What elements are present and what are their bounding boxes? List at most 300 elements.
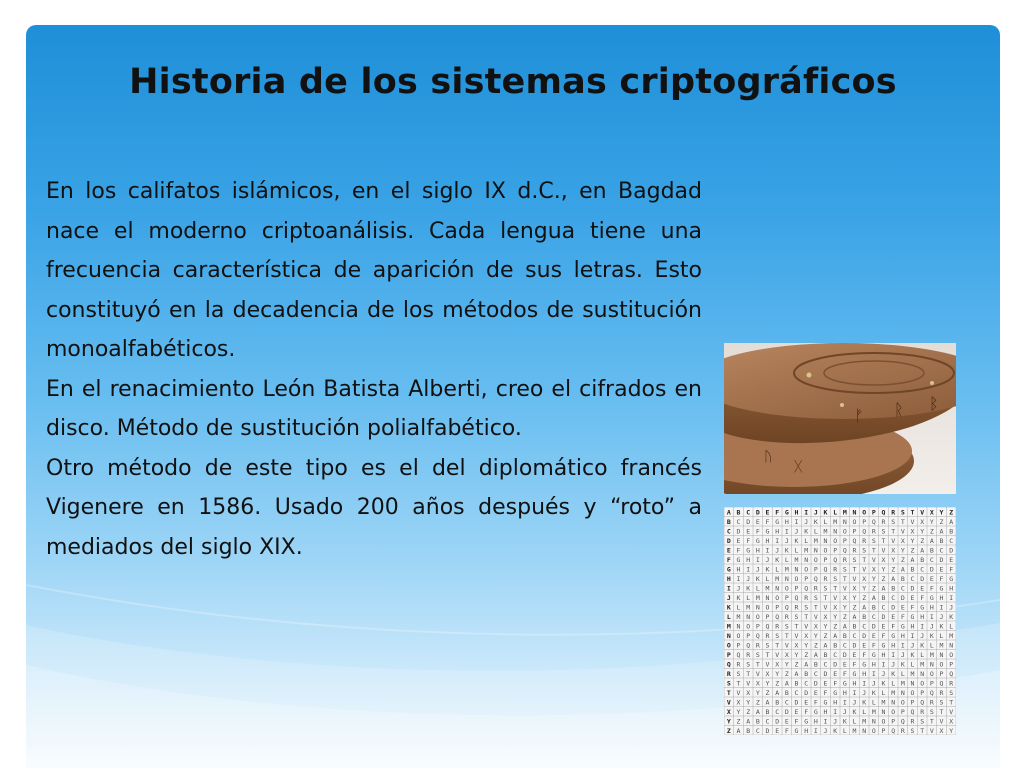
vigenere-cell: X [910,527,915,536]
vigenere-cell: Q [862,527,867,536]
vigenere-cell: V [842,584,847,593]
vigenere-cell: O [842,527,847,536]
vigenere-cell: A [910,555,915,564]
vigenere-cell: V [804,622,809,631]
vigenere-cell: J [775,546,780,555]
vigenere-cell: V [852,574,857,583]
vigenere-cell: E [891,612,896,621]
vigenere-cell: Q [784,603,789,612]
vigenere-cell: D [920,574,925,583]
vigenere-cell: Y [949,726,954,735]
vigenere-cell: T [746,669,751,678]
vigenere-cell: G [949,574,954,583]
vigenere-cell: S [881,527,886,536]
vigenere-cell: E [813,688,818,697]
vigenere-cell: M [891,688,896,697]
vigenere-cell: P [842,536,847,545]
vigenere-cell: T [804,612,809,621]
vigenere-cell: S [871,536,876,545]
vigenere-cell: P [891,717,896,726]
vigenere-cell: F [823,688,828,697]
body-text [46,172,702,567]
vigenere-cell: E [881,622,886,631]
vigenere-cell: K [823,508,828,517]
vigenere-cell: R [726,669,731,678]
vigenere-cell: A [755,707,760,716]
vigenere-cell: T [939,707,944,716]
vigenere-cell: V [736,688,741,697]
vigenere-cell: H [871,660,876,669]
vigenere-cell: Z [755,698,760,707]
vigenere-cell: S [823,584,828,593]
vigenere-cell: V [881,546,886,555]
vigenere-cell: C [794,688,799,697]
vigenere-cell: N [794,565,799,574]
vigenere-cell: J [842,707,847,716]
vigenere-cell: O [910,688,915,697]
vigenere-cell: Z [871,584,876,593]
vigenere-cell: A [852,612,857,621]
vigenere-cell: Q [823,565,828,574]
vigenere-cell: E [765,508,770,517]
vigenere-table-illustration [724,507,956,735]
vigenere-cell: R [833,565,838,574]
vigenere-cell: A [929,536,934,545]
vigenere-cell: A [900,565,905,574]
vigenere-cell: X [784,650,789,659]
vigenere-cell: J [900,650,905,659]
vigenere-cell: V [813,612,818,621]
vigenere-cell: Z [794,660,799,669]
vigenere-cell: J [813,508,818,517]
vigenere-cell: C [881,603,886,612]
vigenere-cell: V [929,726,934,735]
vigenere-cell: Y [784,660,789,669]
vigenere-cell: Z [929,527,934,536]
vigenere-cell: X [833,603,838,612]
vigenere-cell: T [784,631,789,640]
vigenere-cell: P [823,555,828,564]
vigenere-cell: V [823,603,828,612]
vigenere-cell: I [920,622,925,631]
vigenere-cell: X [813,622,818,631]
vigenere-cell: Y [852,593,857,602]
vigenere-cell: G [900,622,905,631]
vigenere-cell: Z [852,603,857,612]
vigenere-cell: C [813,669,818,678]
vigenere-cell: O [755,612,760,621]
vigenere-cell: G [775,517,780,526]
vigenere-cell: I [746,565,751,574]
vigenere-cell: Q [842,546,847,555]
vigenere-cell: S [891,517,896,526]
vigenere-cell: K [833,726,838,735]
vigenere-cell: M [910,669,915,678]
vigenere-cell: L [736,603,741,612]
vigenere-cell: M [813,536,818,545]
vigenere-cell: K [891,669,896,678]
vigenere-cell: N [939,650,944,659]
vigenere-cell: N [881,707,886,716]
vigenere-cell: L [891,679,896,688]
vigenere-cell: P [755,622,760,631]
vigenere-cell: Z [842,612,847,621]
vigenere-cell: I [929,612,934,621]
vigenere-cell: Q [813,574,818,583]
vigenere-cell: M [833,517,838,526]
vigenere-cell: P [726,650,731,659]
vigenere-cell: H [823,707,828,716]
vigenere-cell: O [823,546,828,555]
vigenere-cell: N [949,641,954,650]
vigenere-cell: T [920,726,925,735]
vigenere-cell: M [794,555,799,564]
vigenere-cell: Y [765,679,770,688]
vigenere-cell: K [813,517,818,526]
vigenere-cell: G [852,669,857,678]
vigenere-cell: I [794,517,799,526]
vigenere-cell: N [842,517,847,526]
vigenere-cell: D [881,612,886,621]
vigenere-cell: C [949,536,954,545]
vigenere-cell: F [775,508,780,517]
vigenere-cell: E [755,517,760,526]
vigenere-cell: C [784,698,789,707]
vigenere-cell: A [891,574,896,583]
vigenere-cell: R [949,679,954,688]
vigenere-cell: X [736,698,741,707]
vigenere-cell: G [910,612,915,621]
vigenere-cell: G [891,631,896,640]
vigenere-cell: D [910,584,915,593]
vigenere-cell: H [920,612,925,621]
vigenere-cell: M [755,593,760,602]
vigenere-cell: Q [736,650,741,659]
vigenere-cell: Y [726,717,731,726]
vigenere-cell: M [852,726,857,735]
vigenere-cell: B [833,641,838,650]
vigenere-cell: K [949,612,954,621]
vigenere-cell: H [765,536,770,545]
vigenere-cell: H [784,517,789,526]
vigenere-cell: C [823,660,828,669]
vigenere-cell: J [939,612,944,621]
vigenere-cell: A [746,717,751,726]
vigenere-cell: O [804,565,809,574]
vigenere-cell: A [794,669,799,678]
vigenere-cell: N [920,669,925,678]
vigenere-cell: C [755,726,760,735]
vigenere-cell: F [862,650,867,659]
vigenere-cell: M [881,698,886,707]
vigenere-cell: P [736,641,741,650]
vigenere-cell: O [939,660,944,669]
vigenere-cell: S [920,717,925,726]
vigenere-cell: F [939,574,944,583]
vigenere-cell: Y [736,707,741,716]
vigenere-cell: S [949,688,954,697]
vigenere-cell: Y [939,508,944,517]
vigenere-cell: M [900,679,905,688]
vigenere-cell: G [823,698,828,707]
vigenere-cell: S [939,698,944,707]
vigenere-cell: X [823,612,828,621]
vigenere-cell: N [755,603,760,612]
vigenere-cell: Q [910,707,915,716]
rune-label: ᚷ [794,459,803,475]
vigenere-cell: R [755,641,760,650]
vigenere-cell: C [833,650,838,659]
vigenere-cell: C [746,508,751,517]
paragraph-alberti: En el renacimiento León Batista Alberti, creo el cifrados en disco. Método de sustitución polialfabético. [46,376,702,441]
vigenere-cell: K [862,698,867,707]
vigenere-cell: I [726,584,731,593]
vigenere-cell: X [871,565,876,574]
vigenere-cell: X [939,726,944,735]
vigenere-cell: J [726,593,731,602]
vigenere-cell: V [891,536,896,545]
vigenere-cell: M [949,631,954,640]
vigenere-cell: S [726,679,731,688]
vigenere-cell: Y [891,555,896,564]
vigenere-cell: L [833,508,838,517]
vigenere-cell: V [746,679,751,688]
vigenere-cell: N [891,698,896,707]
vigenere-cell: B [891,584,896,593]
vigenere-cell: X [881,555,886,564]
vigenere-cell: M [775,574,780,583]
vigenere-cell: E [736,536,741,545]
vigenere-cell: I [823,717,828,726]
vigenere-cell: I [784,527,789,536]
vigenere-cell: R [746,650,751,659]
vigenere-cell: H [949,584,954,593]
vigenere-cell: X [842,593,847,602]
vigenere-cell: O [929,669,934,678]
vigenere-cell: D [833,660,838,669]
vigenere-cell: O [765,603,770,612]
vigenere-cell: Q [871,517,876,526]
vigenere-cell: R [881,517,886,526]
vigenere-cell: O [736,631,741,640]
vigenere-cell: Y [871,574,876,583]
vigenere-cell: E [862,641,867,650]
vigenere-cell: T [726,688,731,697]
vigenere-cell: I [813,726,818,735]
vigenere-cell: J [891,660,896,669]
vigenere-cell: F [765,517,770,526]
vigenere-cell: A [939,527,944,536]
vigenere-cell: H [726,574,731,583]
vigenere-cell: H [755,546,760,555]
vigenere-cell: R [765,631,770,640]
vigenere-cell: X [755,679,760,688]
vigenere-cell: M [920,660,925,669]
vigenere-cell: B [765,707,770,716]
vigenere-cell: V [765,660,770,669]
vigenere-cell: P [852,527,857,536]
vigenere-cell: P [804,574,809,583]
vigenere-cell: D [784,707,789,716]
vigenere-cell: Z [775,679,780,688]
vigenere-cell: D [746,517,751,526]
vigenere-cell: K [871,688,876,697]
vigenere-cell: A [804,660,809,669]
vigenere-cell: R [804,593,809,602]
vigenere-cell: Q [746,641,751,650]
vigenere-cell: I [891,650,896,659]
vigenere-cell: V [755,669,760,678]
vigenere-cell: G [881,641,886,650]
vigenere-cell: B [910,565,915,574]
vigenere-cell: L [794,546,799,555]
vigenere-cell: R [794,603,799,612]
vigenere-cell: X [804,631,809,640]
vigenere-cell: V [920,508,925,517]
vigenere-cell: G [804,717,809,726]
vigenere-cell: N [929,660,934,669]
vigenere-cell: L [726,612,731,621]
rune-label: ᚠ [854,406,864,425]
vigenere-cell: F [881,631,886,640]
vigenere-cell: F [794,717,799,726]
vigenere-cell: B [823,650,828,659]
vigenere-cell: V [910,517,915,526]
cipher-disk-photo [724,343,956,494]
vigenere-cell: R [929,698,934,707]
vigenere-cell: H [736,565,741,574]
vigenere-cell: V [862,565,867,574]
vigenere-cell: S [765,641,770,650]
vigenere-cell: L [852,717,857,726]
vigenere-cell: S [746,660,751,669]
vigenere-cell: L [784,555,789,564]
cipher-disk-illustration [724,343,956,494]
vigenere-cell: Z [833,622,838,631]
vigenere-cell: M [765,584,770,593]
vigenere-cell: E [823,679,828,688]
vigenere-cell: B [794,679,799,688]
vigenere-cell: M [736,612,741,621]
vigenere-cell: T [755,660,760,669]
vigenere-cell: S [794,612,799,621]
rune-label: ᚱ [894,400,904,419]
vigenere-cell: B [726,517,731,526]
vigenere-cell: O [726,641,731,650]
vigenere-cell: P [794,584,799,593]
vigenere-cell: K [852,707,857,716]
vigenere-cell: N [871,717,876,726]
vigenere-cell: F [833,679,838,688]
vigenere-cell: G [939,584,944,593]
vigenere-cell: T [929,717,934,726]
vigenere-cell: S [833,574,838,583]
vigenere-cell: X [949,717,954,726]
vigenere-cell: F [804,707,809,716]
vigenere-cell: T [862,555,867,564]
vigenere-cell: Z [765,688,770,697]
vigenere-cell: X [746,688,751,697]
vigenere-cell: T [813,603,818,612]
vigenere-cell: Q [852,536,857,545]
vigenere-cell: Y [746,698,751,707]
vigenere-cell: Y [842,603,847,612]
vigenere-cell: Q [920,698,925,707]
vigenere-cell: F [813,698,818,707]
vigenere-cell: O [775,593,780,602]
vigenere-cell: Z [804,650,809,659]
vigenere-cell: A [784,679,789,688]
vigenere-cell: E [910,593,915,602]
vigenere-cell: H [939,593,944,602]
vigenere-cell: R [775,622,780,631]
vigenere-cell: N [852,508,857,517]
vigenere-cell: B [746,726,751,735]
vigenere-cell: A [736,726,741,735]
rune-label: ᛒ [929,394,939,413]
vigenere-cell: G [726,565,731,574]
vigenere-cell: Q [929,688,934,697]
vigenere-cell: Z [910,546,915,555]
vigenere-cell: G [920,603,925,612]
vigenere-cell: S [852,555,857,564]
vigenere-cell: L [755,584,760,593]
vigenere-cell: J [833,717,838,726]
paragraph-califatos: En los califatos islámicos, en el siglo IX d.C., en Bagdad nace el moderno criptoanálisis. Cada lengua tiene una frecuencia característica de aparición de sus letras. Esto constituyó en la decadencia de los métodos de sustitución monoalfabéticos. [46,179,702,362]
vigenere-cell: E [929,574,934,583]
vigenere-cell: G [765,527,770,536]
vigenere-cell: T [852,565,857,574]
vigenere-cell: Y [900,546,905,555]
vigenere-cell: I [881,660,886,669]
vigenere-cell: A [871,593,876,602]
vigenere-cell: C [920,565,925,574]
vigenere-cell: N [775,584,780,593]
vigenere-cell: P [900,707,905,716]
vigenere-cell: L [949,622,954,631]
vigenere-cell: F [900,612,905,621]
vigenere-cell: T [871,546,876,555]
vigenere-cell: O [784,584,789,593]
vigenere-cell: H [842,688,847,697]
vigenere-cell: M [823,527,828,536]
vigenere-cell: K [794,536,799,545]
rune-label: ᚢ [764,449,773,465]
vigenere-cell: Q [794,593,799,602]
vigenere-cell: K [939,622,944,631]
vigenere-cell: I [736,574,741,583]
vigenere-cell: B [949,527,954,536]
vigenere-cell: H [881,650,886,659]
vigenere-cell: D [823,669,828,678]
vigenere-cell: K [842,717,847,726]
vigenere-cell: J [823,726,828,735]
vigenere-cell: D [813,679,818,688]
vigenere-cell: Z [784,669,789,678]
vigenere-cell: O [794,574,799,583]
vigenere-cell: L [746,593,751,602]
vigenere-cell: Q [804,584,809,593]
vigenere-cell: H [891,641,896,650]
vigenere-cell: Q [881,508,886,517]
vigenere-cell: G [842,679,847,688]
vigenere-cell: E [920,584,925,593]
vigenere-cell: B [939,536,944,545]
vigenere-cell: X [726,707,731,716]
vigenere-cell: Q [833,555,838,564]
vigenere-cell: B [929,546,934,555]
vigenere-cell: A [842,622,847,631]
